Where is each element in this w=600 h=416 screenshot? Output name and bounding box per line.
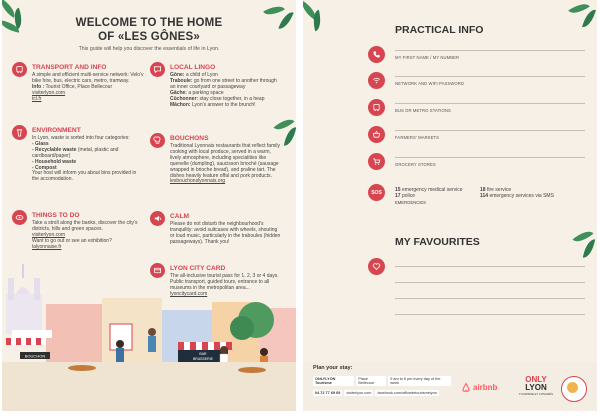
seal-logo (561, 376, 587, 402)
title-line-1: WELCOME TO THE HOME (75, 17, 223, 29)
emergency-number: 17 (395, 193, 401, 200)
facebook-link[interactable]: facebook.com/officedetourismelyon (377, 391, 437, 395)
sos-label: SOS (371, 189, 382, 196)
favourites-title: MY FAVOURITES (395, 236, 480, 248)
section-body (32, 73, 144, 103)
plan-your-stay-footer (303, 362, 597, 411)
info-label: Info : (32, 83, 45, 90)
row-label: FARMERS' MARKETS (395, 135, 440, 140)
contact-block (313, 376, 451, 396)
emergency-number: 15 (395, 187, 401, 193)
write-line (395, 282, 585, 283)
airbnb-wordmark: airbnb (473, 382, 498, 392)
emergencies-label: EMERGENCIES (395, 199, 426, 205)
section-body (170, 222, 282, 246)
lingo-term: Traboule: (170, 77, 193, 84)
seal-center (567, 382, 578, 393)
bus-icon (12, 62, 27, 77)
row-label: BUS OR METRO STATIONS (395, 108, 451, 113)
person (116, 348, 124, 362)
onlylyon-bottom: LYON (525, 383, 547, 392)
row-label: NETWORK AND WIFI PASSWORD (395, 81, 464, 86)
website-link[interactable]: visiterlyon.com (346, 391, 372, 395)
waste-item: - Household waste (32, 158, 77, 165)
section-title: TRANSPORT AND INFO (32, 64, 107, 71)
leaf-decoration (583, 238, 595, 259)
write-line (395, 298, 585, 299)
lingo-term: Gâche: (170, 89, 187, 96)
opening-hours: 9 am to 6 pm every day of the week (388, 376, 451, 386)
things-question: Want to go out or see an exhibition? (32, 237, 112, 244)
recycle-icon (12, 125, 27, 140)
grocery-stores-row (368, 153, 588, 173)
city-card-link[interactable]: lyoncitycard.com (170, 290, 208, 297)
lingo-definition: a parking space (186, 89, 224, 96)
brand-name: ONLYLYON Tourisme (313, 376, 354, 386)
city-card-text: The all-inclusive tourist pass for 1, 2, 3 or 4 days. Public transport, guided tours, entrance to all museums in the metropolitan area... (170, 273, 279, 291)
bouchons-text: Traditional Lyonnais restaurants that reflect family cooking with local produce, served in a warm, lively atmosphere, including specialities like quenelle (dumpling), saucisson brioché (sausage wrapped in brioche bread), and praline tart. The dishes heavily feature offal and pork products. (170, 143, 280, 179)
eye-icon (12, 210, 27, 225)
emergency-number: 18 (480, 187, 486, 193)
row-label: MY FIRST NAME / MY NUMBER (395, 55, 460, 60)
write-line (395, 314, 585, 315)
environment-outro: Your host will inform you about bins provided in the accomodation. (32, 170, 137, 183)
environment-intro: In Lyon, waste is sorted into four categories: (32, 135, 130, 141)
lingo-definition: Lyon's answer to the brunch! (190, 101, 256, 108)
phone-icon (368, 46, 385, 63)
emergency-text: fire service (485, 187, 512, 193)
bus-metro-row (368, 99, 588, 119)
emergency-text: emergency services via SMS (488, 193, 554, 200)
waste-item-detail: (metal, plastic and cardboard/paper) (32, 146, 119, 159)
awning (12, 330, 52, 338)
wifi-row (368, 72, 588, 92)
building (46, 304, 102, 366)
svg-text:BAR: BAR (199, 352, 207, 356)
lingo-definition: stay close together, in a heap (198, 95, 265, 102)
bouchons-link[interactable]: lesbouchonslyonnais.org (170, 178, 226, 185)
onlylyon-subtitle: TOURISME ET CONGRÈS (519, 392, 553, 396)
lingo-term: Mâchon: (170, 101, 191, 108)
lingo-definition: a child of Lyon (184, 72, 218, 78)
heart-icon (368, 258, 385, 275)
sos-icon (368, 184, 385, 201)
basket-icon (368, 126, 385, 143)
section-title: ENVIRONMENT (32, 127, 81, 134)
write-line (395, 76, 585, 77)
tcl-link[interactable]: tcl.fr (32, 95, 42, 102)
favourites-area (368, 258, 588, 328)
cart-icon (368, 153, 385, 170)
lingo-term: Gône: (170, 72, 185, 78)
bouchon-sign (20, 352, 50, 359)
visiterlyon-link[interactable]: visiterlyon.com (32, 231, 66, 238)
chef-hat-icon (150, 133, 165, 148)
person (116, 340, 124, 348)
section-title: CALM (170, 213, 190, 220)
airbnb-logo (461, 382, 497, 392)
welcome-page (2, 0, 296, 411)
page-title (2, 16, 296, 44)
airbnb-icon (461, 382, 471, 392)
cafe-table (238, 367, 266, 373)
waste-item: - Recyclable waste (32, 146, 77, 153)
section-body (32, 136, 144, 183)
write-line (395, 157, 585, 158)
things-text: Take a stroll along the banks, discover the city's districts, hills and green spaces. (32, 220, 138, 232)
section-body (32, 221, 144, 251)
practical-info-title: PRACTICAL INFO (395, 24, 484, 36)
lingo-definition: go from one street to another through an inner courtyard or passageway (170, 77, 277, 90)
lalyonnaise-link[interactable]: lalyonnaise.fr (32, 243, 62, 250)
phone-number[interactable]: 04 72 77 69 69 (315, 391, 341, 395)
section-title: LOCAL LINGO (170, 64, 216, 71)
emergency-numbers-col-2 (480, 187, 590, 200)
tree (230, 316, 254, 340)
practical-info-page (303, 0, 597, 411)
section-title: BOUCHONS (170, 135, 209, 142)
first-name-number-row (368, 46, 588, 66)
section-title: LYON CITY CARD (170, 265, 226, 272)
onlylyon-logo (519, 376, 553, 396)
onlylyon-top: ONLY (525, 375, 547, 384)
waste-item: - Glass (32, 140, 49, 147)
write-line (395, 266, 585, 267)
street-scene-illustration (2, 258, 296, 411)
emergency-number: 114 (480, 193, 489, 200)
speech-bubble-icon (150, 62, 165, 77)
section-body (170, 144, 282, 185)
quiet-icon (150, 211, 165, 226)
section-body (170, 73, 282, 108)
emergency-numbers-col-1 (395, 187, 475, 206)
person (260, 348, 268, 356)
write-line (395, 130, 585, 131)
lingo-term: Cûchonner: (170, 95, 199, 102)
write-line (395, 50, 585, 51)
info-text: Tourist Office, Place Bellecour (44, 83, 113, 90)
emergency-text: police (400, 193, 416, 200)
person (220, 346, 228, 354)
person (148, 336, 156, 352)
leaf-decoration (284, 126, 296, 147)
cafe-table (68, 365, 96, 371)
striped-awning (6, 338, 46, 345)
farmers-markets-row (368, 126, 588, 146)
bus-icon (368, 99, 385, 116)
title-line-2: OF «LES GÔNES» (98, 31, 200, 43)
intro-text: This guide will help you discover the essentials of life in Lyon. (78, 46, 220, 52)
row-label: GROCERY STORES (395, 162, 436, 167)
visiterlyon-link[interactable]: visiterlyon.com (32, 89, 66, 96)
write-line (395, 103, 585, 104)
transport-text: A simple and efficient multi-service network: Velo'v bike hire, bus, electric cars, metro, tramway. (32, 72, 144, 84)
svg-text:BRASSERIE: BRASSERIE (192, 357, 214, 361)
svg-text:BOUCHON: BOUCHON (24, 353, 46, 359)
emergency-text: emergency medical service (400, 187, 463, 193)
leaf-decoration (582, 8, 596, 30)
section-title: THINGS TO DO (32, 212, 80, 219)
basilica-illustration (6, 264, 42, 334)
person (148, 328, 156, 336)
waste-item: - Compost (32, 164, 57, 171)
address: Place Bellecour (356, 376, 386, 386)
emergency-row (368, 184, 588, 214)
calm-text: Please do not disturb the neighbourhood's tranquility: avoid suitcases with wheels, shouting or loud music, particularly in the traboules (hidden passageways). Thank you! (170, 221, 281, 245)
plan-title: Plan your stay: (313, 365, 353, 371)
wifi-icon (368, 72, 385, 89)
